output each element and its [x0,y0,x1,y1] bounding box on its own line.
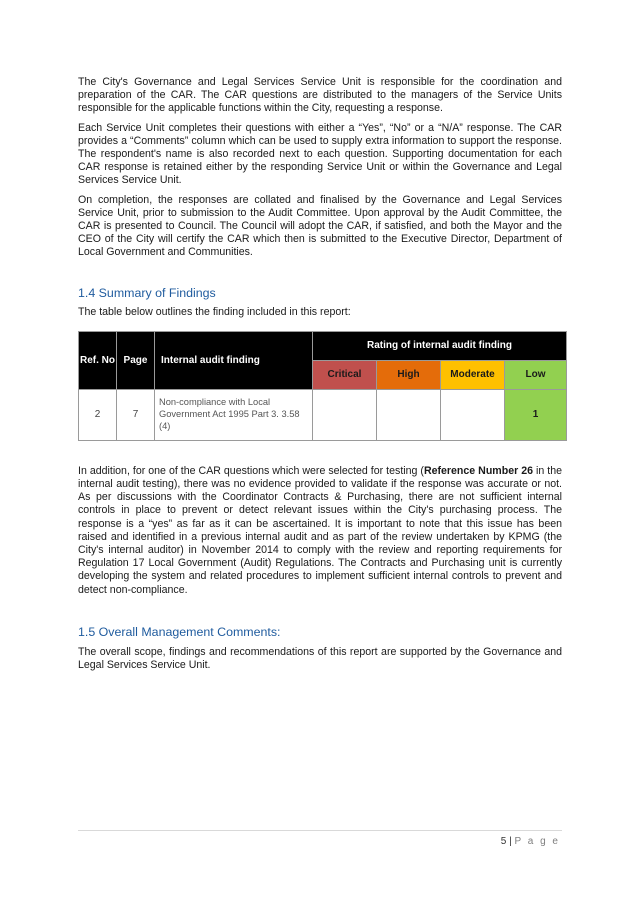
table-row [79,389,567,440]
page-number: 5 [500,836,507,847]
footer-divider [78,830,562,831]
page-footer [501,836,560,847]
paragraph-overall-comments: The overall scope, findings and recommendations of this report are supported by the Governance and Legal Services Service Unit. [78,645,562,672]
cell-low: 1 [505,389,567,440]
cell-ref: 2 [79,389,117,440]
header-critical: Critical [313,360,377,389]
paragraph-additional-finding [78,465,562,597]
findings-table [78,331,567,441]
section-heading-overall-management-comments: 1.5 Overall Management Comments: [78,624,281,639]
cell-moderate [441,389,505,440]
header-ref-no: Ref. No [79,331,117,389]
text-part: In addition, for one of the CAR questions which were selected for testing ( [78,464,424,477]
footer-separator: | [509,836,512,847]
document-body [78,76,562,672]
header-internal-audit-finding: Internal audit finding [155,331,313,389]
header-rating: Rating of internal audit finding [313,331,567,360]
section-heading-summary-of-findings: 1.4 Summary of Findings [78,285,216,300]
cell-page: 7 [117,389,155,440]
header-high: High [377,360,441,389]
paragraph-completion: On completion, the responses are collated and finalised by the Governance and Legal Services Service Unit, prior to submission to the Audit Committee. Upon approval by the Audit Committee, the CAR is presented to Council. The Council will adopt the CAR, if satisfied, and both the Mayor and the CEO of the City will certify the CAR which then is submitted to the Executive Director, Department of Local Government and Communities. [78,193,562,259]
header-moderate: Moderate [441,360,505,389]
cell-critical [313,389,377,440]
cell-high [377,389,441,440]
paragraph-car-coordination: The City's Governance and Legal Services Service Unit is responsible for the coordination and preparation of the CAR. The CAR questions are distributed to the managers of the Service Units responsible for the applicable functions within the City, requesting a response. [78,76,562,115]
table-intro: The table below outlines the finding included in this report: [78,305,351,318]
header-low: Low [505,360,567,389]
reference-number-bold: Reference Number 26 [423,464,533,477]
text-part: in the internal audit testing), there was no evidence provided to validate if the response was accurate or not. As per discussions with the Coordinator Contracts & Purchasing, there are not sufficient internal controls in place to prevent or detect relevant issues within the City's purchasing process. The response is a “yes” as far as it can be ascertained. It is important to note that this issue has been raised and identified in a previous internal audit and as part of the review undertaken by KPMG (the City's internal auditor) in November 2014 to comply with the review and reporting requirements for Regulation 17 Local Government (Audit) Regulations. The Contracts and Purchasing unit is currently developing the system and related procedures to implement sufficient internal controls to prevent and detect non-compliance. [78,464,562,596]
header-page: Page [117,331,155,389]
page-label: P a g e [514,836,560,847]
paragraph-service-unit-responses: Each Service Unit completes their questions with either a “Yes”, “No” or a “N/A” response. The CAR provides a “Comments” column which can be used to supply extra information to support the response. The respondent's name is also recorded next to each question. Supporting documentation for each CAR response is retained either by the responding Service Unit or within the Governance and Legal Services Service Unit. [78,121,562,187]
cell-finding: Non-compliance with Local Government Act 1995 Part 3. 3.58 (4) [155,389,313,440]
